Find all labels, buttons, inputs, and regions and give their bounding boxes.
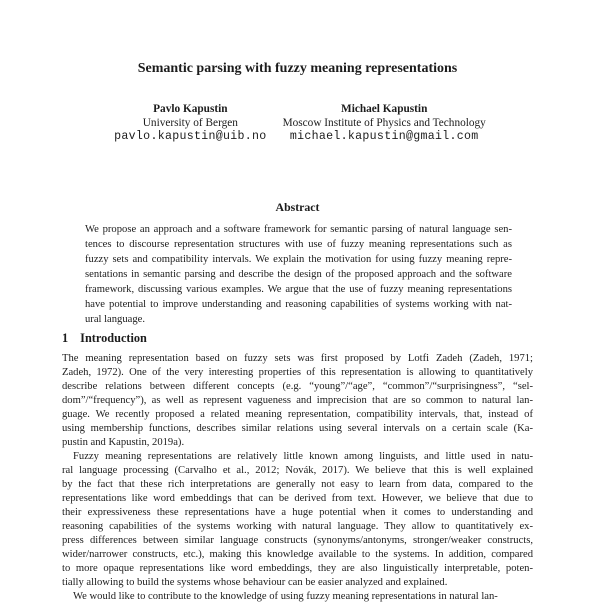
author-affiliation: University of Bergen	[142, 116, 238, 129]
text-line: Zadeh, 1972). One of the very interesting properties of this representation is allowing to quantitatively	[62, 367, 533, 378]
text-line: The meaning representation based on fuzzy sets was first proposed by Lotfi Zadeh (Zadeh, 1971;	[62, 353, 533, 364]
text-line: sentations in semantic parsing and describe the design of the proposed approach and the software	[85, 269, 512, 280]
text-line: representations like word embeddings that can be derived from text. However, we believe that due to	[62, 493, 533, 504]
paragraph	[62, 450, 533, 590]
author-email: pavlo.kapustin@uib.no	[114, 130, 267, 144]
section-title: Introduction	[80, 331, 147, 345]
text-line: dom”/“frequency”), as well as represent vagueness and imprecision that are so common to natural lan-	[62, 395, 533, 406]
text-line: tences to discourse representation structures with use of fuzzy meaning representations such as	[85, 239, 512, 250]
text-line: describe relations between different concepts (e.g. “young”/“age”, “common”/“surprisingness”, “sel-	[62, 381, 533, 392]
text-line: framework, discussing various examples. We argue that the use of fuzzy meaning representations	[85, 284, 512, 295]
author	[283, 103, 486, 144]
author-email: michael.kapustin@gmail.com	[289, 130, 479, 144]
text-line: pustin and Kapustin, 2019a).	[62, 437, 185, 448]
author-block	[0, 103, 600, 144]
section-heading-introduction	[62, 331, 147, 346]
author	[114, 103, 266, 144]
text-line: by the fact that these rich interpretations are generally not easy to learn from data, compared to the	[62, 479, 533, 490]
text-line: ral language processing (Carvalho et al., 2012; Novák, 2017). We believe that this is well explained	[62, 465, 533, 476]
text-line: We propose an approach and a software framework for semantic parsing of natural language sen-	[85, 224, 512, 235]
text-line: tially allowing to build the systems whose behaviour can be easier analyzed and explained.	[62, 577, 448, 588]
text-line: press differences between similar language constructs (synonyms/antonyms, stronger/weaker constructs,	[62, 535, 533, 546]
text-line: using membership functions, describes similar relations using several intervals on a certain scale (Ka-	[62, 423, 533, 434]
author-affiliation: Moscow Institute of Physics and Technology	[282, 116, 486, 129]
text-line: guage. We recently proposed a related meaning representation, compatibility intervals, that, instead of	[62, 409, 533, 420]
text-line: wider/narrower constructs, etc.), making this knowledge available to the systems. In addition, compared	[62, 549, 533, 560]
text-line: reasoning capabilities of the systems working with natural language. They allow to quantitatively ex-	[62, 521, 533, 532]
text-line: We would like to contribute to the knowledge of using fuzzy meaning representations in natural lan-	[73, 591, 498, 602]
abstract-text	[85, 222, 512, 327]
author-name: Pavlo Kapustin	[153, 103, 228, 115]
text-line: ural language.	[85, 314, 146, 325]
abstract-heading: Abstract	[275, 200, 320, 214]
text-line: to more opaque representations like word embeddings, they are also linguistically interpretable, poten-	[62, 563, 533, 574]
text-line: Fuzzy meaning representations are relatively little known among linguists, and little used in natu-	[73, 451, 533, 462]
text-line: fuzzy sets and compatibility intervals. We explain the motivation for using fuzzy meaning repre-	[85, 254, 512, 265]
introduction-text	[62, 352, 533, 604]
paragraph	[62, 352, 533, 450]
section-number: 1	[62, 331, 69, 345]
text-line: have potential to improve understanding and reasoning capabilities of systems working with nat-	[85, 299, 512, 310]
paragraph	[85, 222, 512, 327]
paragraph	[62, 590, 533, 604]
text-line: their expressiveness these representations have a huge potential when it comes to understanding and	[62, 507, 533, 518]
author-name: Michael Kapustin	[341, 103, 428, 115]
paper-title: Semantic parsing with fuzzy meaning representations	[137, 61, 458, 76]
